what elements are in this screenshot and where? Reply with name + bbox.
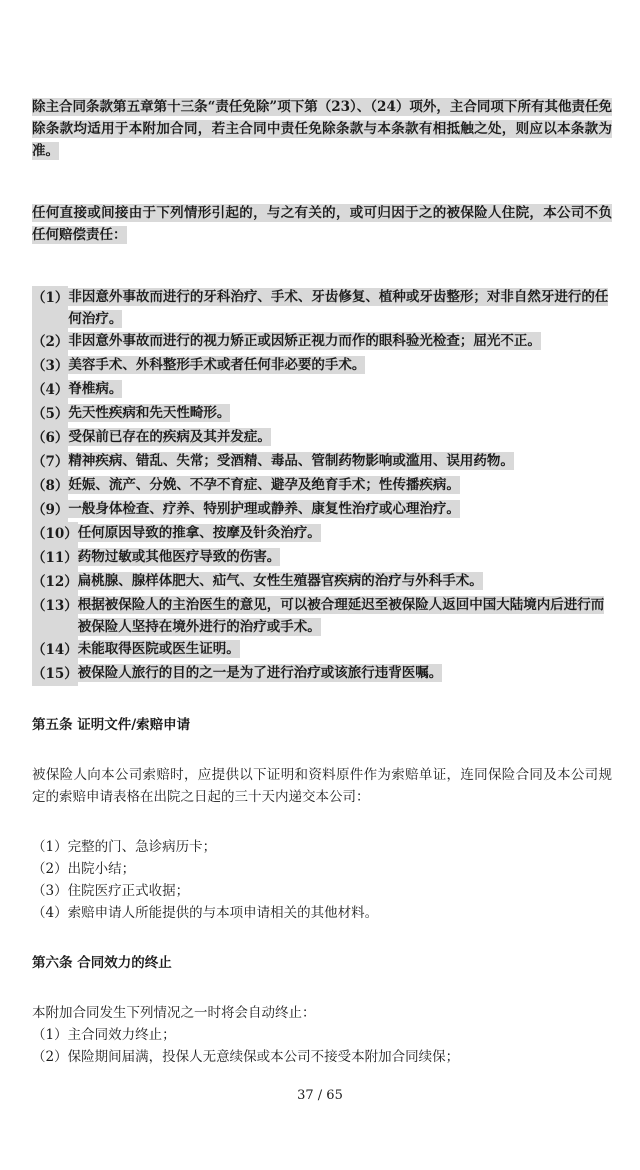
item-text: 出院小结； — [67, 861, 136, 877]
list-item — [32, 426, 612, 450]
exclusion-list — [32, 286, 612, 686]
document-page — [32, 96, 612, 1068]
item-text: 任何原因导致的推拿、按摩及针灸治疗。 — [77, 525, 321, 541]
list-item — [32, 354, 612, 378]
list-item — [32, 450, 612, 474]
list-item — [32, 858, 612, 880]
list-item — [32, 570, 612, 594]
section-5-intro: 被保险人向本公司索赔时，应提供以下证明和资料原件作为索赔单证，连同保险合同及本公司规定的索赔申请表格在出院之日起的三十天内递交本公司： — [32, 767, 612, 805]
item-number: （2） — [32, 1049, 68, 1065]
item-text: 完整的门、急诊病历卡； — [67, 839, 217, 855]
item-text: 被保险人旅行的目的之一是为了进行治疗或该旅行违背医嘱。 — [77, 665, 443, 681]
item-number: （10） — [32, 522, 78, 546]
item-number: （15） — [32, 662, 78, 686]
item-number: （1） — [32, 1027, 68, 1043]
exclusion-scope-text: 除主合同条款第五章第十三条“责任免除”项下第（23）、（24）项外，主合同项下所有其他责任免除条款均适用于本附加合同，若主合同中责任免除条款与本条款有相抵触之处，则应以本条款为准。 — [32, 99, 612, 159]
item-text: 药物过敏或其他医疗导致的伤害。 — [77, 549, 281, 565]
list-item — [32, 836, 612, 858]
item-number: （7） — [32, 450, 68, 474]
list-item — [32, 402, 612, 426]
item-number: （4） — [32, 905, 68, 921]
item-text: 一般身体检查、疗养、特别护理或静养、康复性治疗或心理治疗。 — [68, 501, 460, 517]
exclusion-scope-paragraph — [32, 96, 612, 162]
item-text: 主合同效力终止； — [67, 1027, 176, 1043]
item-number: （4） — [32, 378, 68, 402]
list-item — [32, 378, 612, 402]
list-item — [32, 1024, 612, 1046]
list-item — [32, 638, 612, 662]
exclusion-intro-text: 任何直接或间接由于下列情形引起的，与之有关的，或可归因于之的被保险人住院，本公司不负任何赔偿责任： — [32, 205, 612, 243]
item-number: （14） — [32, 638, 78, 662]
item-text: 非因意外事故而进行的视力矫正或因矫正视力而作的眼科验光检查；屈光不正。 — [68, 333, 541, 349]
item-number: （12） — [32, 570, 78, 594]
list-item — [32, 498, 612, 522]
list-item — [32, 880, 612, 902]
section-5-heading: 第五条 证明文件/索赔申请 — [32, 717, 191, 733]
item-number: （8） — [32, 474, 68, 498]
item-text: 住院医疗正式收据； — [67, 883, 190, 899]
item-text: 美容手术、外科整形手术或者任何非必要的手术。 — [68, 357, 366, 373]
item-number: （1） — [32, 839, 68, 855]
list-item — [32, 662, 612, 686]
item-number: （11） — [32, 546, 78, 570]
item-text: 受保前已存在的疾病及其并发症。 — [68, 429, 271, 445]
item-text: 非因意外事故而进行的牙科治疗、手术、牙齿修复、植种或牙齿整形；对非自然牙进行的任何治疗。 — [68, 289, 609, 327]
item-text: 未能取得医院或医生证明。 — [77, 641, 240, 657]
section-6-heading: 第六条 合同效力的终止 — [32, 955, 172, 971]
list-item — [32, 286, 612, 330]
item-text: 妊娠、流产、分娩、不孕不育症、避孕及绝育手术；性传播疾病。 — [68, 477, 460, 493]
item-text: 保险期间届满，投保人无意续保或本公司不接受本附加合同续保； — [67, 1049, 460, 1065]
item-text: 根据被保险人的主治医生的意见，可以被合理延迟至被保险人返回中国大陆境内后进行而被保险人坚持在境外进行的治疗或手术。 — [77, 597, 605, 635]
list-item — [32, 594, 612, 638]
item-number: （5） — [32, 402, 68, 426]
item-number: （13） — [32, 594, 78, 638]
item-number: （3） — [32, 354, 68, 378]
item-number: （3） — [32, 883, 68, 899]
page-number: 37 / 65 — [297, 1088, 343, 1103]
list-item — [32, 330, 612, 354]
list-item — [32, 546, 612, 570]
item-number: （2） — [32, 861, 68, 877]
item-number: （2） — [32, 330, 68, 354]
item-text: 精神疾病、错乱、失常；受酒精、毒品、管制药物影响或滥用、误用药物。 — [68, 453, 514, 469]
list-item — [32, 522, 612, 546]
item-text: 索赔申请人所能提供的与本项申请相关的其他材料。 — [67, 905, 379, 921]
item-number: （9） — [32, 498, 68, 522]
item-number: （6） — [32, 426, 68, 450]
item-text: 扁桃腺、腺样体肥大、疝气、女性生殖器官疾病的治疗与外科手术。 — [77, 573, 483, 589]
item-text: 先天性疾病和先天性畸形。 — [68, 405, 231, 421]
item-text: 脊椎病。 — [68, 381, 123, 397]
termination-list — [32, 1024, 612, 1068]
section-6-intro: 本附加合同发生下列情况之一时将会自动终止： — [32, 1005, 316, 1021]
claim-documents-list — [32, 836, 612, 924]
exclusion-intro-paragraph — [32, 202, 612, 246]
list-item — [32, 1046, 612, 1068]
list-item — [32, 474, 612, 498]
item-number: （1） — [32, 286, 68, 330]
list-item — [32, 902, 612, 924]
